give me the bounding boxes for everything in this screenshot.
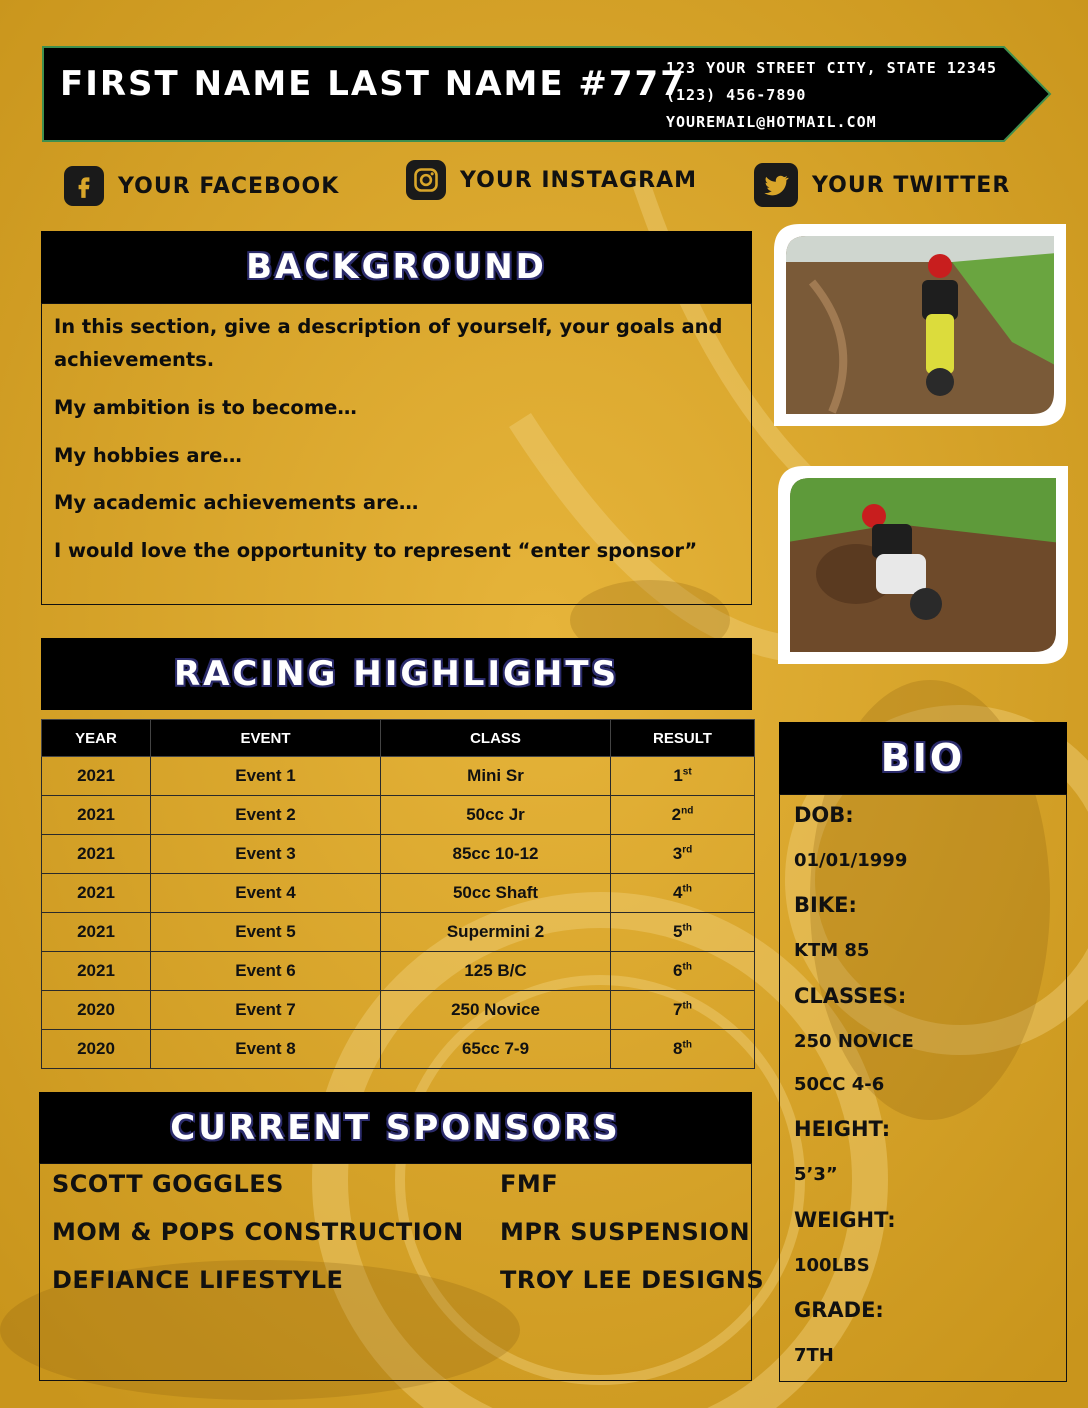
cell-class: 50cc Jr bbox=[381, 796, 611, 835]
instagram-label: YOUR INSTAGRAM bbox=[460, 167, 697, 193]
cell-year: 2021 bbox=[42, 757, 151, 796]
sponsor-item: FMF bbox=[500, 1170, 559, 1198]
result-suffix: th bbox=[682, 1039, 692, 1051]
column-header-class: CLASS bbox=[381, 720, 611, 757]
background-paragraph: In this section, give a description of yourself, your goals and achievements. bbox=[54, 315, 723, 371]
header-banner bbox=[42, 46, 1052, 142]
cell-event: Event 8 bbox=[151, 1030, 381, 1069]
background-paragraph: My ambition is to become… bbox=[54, 396, 357, 419]
table-row bbox=[42, 796, 755, 835]
cell-class: 50cc Shaft bbox=[381, 874, 611, 913]
cell-event: Event 2 bbox=[151, 796, 381, 835]
result-suffix: th bbox=[682, 922, 692, 934]
bio-label-weight: WEIGHT: bbox=[794, 1208, 896, 1232]
racing-highlights-title: RACING HIGHLIGHTS bbox=[41, 638, 752, 710]
result-number: 5 bbox=[673, 922, 683, 941]
background-title: BACKGROUND bbox=[41, 231, 752, 303]
cell-event: Event 1 bbox=[151, 757, 381, 796]
cell-class: 65cc 7-9 bbox=[381, 1030, 611, 1069]
cell-result bbox=[611, 796, 755, 835]
result-suffix: rd bbox=[682, 844, 693, 856]
table-row bbox=[42, 757, 755, 796]
table-row bbox=[42, 1030, 755, 1069]
sponsor-item: MPR SUSPENSION bbox=[500, 1218, 751, 1246]
bio-value-class: 250 NOVICE bbox=[794, 1031, 914, 1052]
sponsor-item: SCOTT GOGGLES bbox=[52, 1170, 284, 1198]
cell-event: Event 4 bbox=[151, 874, 381, 913]
background-box bbox=[41, 303, 752, 605]
cell-result bbox=[611, 757, 755, 796]
cell-event: Event 3 bbox=[151, 835, 381, 874]
cell-class: Mini Sr bbox=[381, 757, 611, 796]
instagram-icon bbox=[406, 160, 446, 200]
column-header-event: EVENT bbox=[151, 720, 381, 757]
result-number: 6 bbox=[673, 961, 683, 980]
twitter-label: YOUR TWITTER bbox=[812, 172, 1011, 198]
cell-result bbox=[611, 991, 755, 1030]
contact-email: YOUREMAIL@HOTMAIL.COM bbox=[666, 113, 877, 131]
cell-class: Supermini 2 bbox=[381, 913, 611, 952]
cell-event: Event 7 bbox=[151, 991, 381, 1030]
rider-photo-2 bbox=[776, 464, 1070, 666]
table-row bbox=[42, 913, 755, 952]
cell-year: 2021 bbox=[42, 835, 151, 874]
result-number: 8 bbox=[673, 1039, 683, 1058]
bio-box bbox=[779, 794, 1067, 1382]
contact-address: 123 YOUR STREET CITY, STATE 12345 bbox=[666, 59, 998, 77]
sponsors-box bbox=[39, 1163, 765, 1381]
table-row bbox=[42, 835, 755, 874]
rider-photo-1 bbox=[772, 222, 1068, 428]
racing-highlights-table bbox=[41, 719, 755, 1069]
cell-result bbox=[611, 1030, 755, 1069]
bio-value-height: 5’3” bbox=[794, 1164, 838, 1185]
column-header-year: YEAR bbox=[42, 720, 151, 757]
result-number: 1 bbox=[673, 766, 683, 785]
bio-label-height: HEIGHT: bbox=[794, 1117, 891, 1141]
cell-event: Event 5 bbox=[151, 913, 381, 952]
facebook-icon bbox=[64, 166, 104, 206]
result-number: 4 bbox=[673, 883, 683, 902]
result-number: 3 bbox=[672, 844, 683, 863]
cell-year: 2020 bbox=[42, 991, 151, 1030]
column-header-result: RESULT bbox=[611, 720, 755, 757]
bio-label-dob: DOB: bbox=[794, 803, 854, 827]
cell-year: 2021 bbox=[42, 796, 151, 835]
background-paragraph: My academic achievements are… bbox=[54, 491, 419, 514]
cell-class: 125 B/C bbox=[381, 952, 611, 991]
bio-value-dob: 01/01/1999 bbox=[794, 850, 908, 871]
facebook-label: YOUR FACEBOOK bbox=[118, 173, 340, 199]
table-row bbox=[42, 952, 755, 991]
bio-title: BIO bbox=[779, 722, 1067, 794]
cell-result bbox=[611, 952, 755, 991]
rider-name: FIRST NAME LAST NAME #777 bbox=[60, 64, 686, 104]
result-suffix: th bbox=[682, 961, 692, 973]
background-paragraph: My hobbies are… bbox=[54, 444, 242, 467]
result-suffix: st bbox=[682, 766, 692, 778]
cell-year: 2021 bbox=[42, 913, 151, 952]
cell-year: 2021 bbox=[42, 952, 151, 991]
bio-value-weight: 100LBS bbox=[794, 1255, 870, 1276]
table-row bbox=[42, 991, 755, 1030]
cell-result bbox=[611, 913, 755, 952]
cell-class: 85cc 10-12 bbox=[381, 835, 611, 874]
cell-event: Event 6 bbox=[151, 952, 381, 991]
bio-value-grade: 7TH bbox=[794, 1345, 834, 1366]
social-twitter[interactable] bbox=[754, 163, 1010, 207]
result-suffix: th bbox=[682, 883, 692, 895]
result-number: 2 bbox=[671, 805, 682, 824]
sponsor-item: DEFIANCE LIFESTYLE bbox=[52, 1266, 344, 1294]
result-suffix: nd bbox=[681, 805, 694, 817]
table-row bbox=[42, 874, 755, 913]
bio-value-class: 50CC 4-6 bbox=[794, 1074, 885, 1095]
cell-year: 2021 bbox=[42, 874, 151, 913]
background-paragraph: I would love the opportunity to represent “enter sponsor” bbox=[54, 539, 698, 562]
bio-label-bike: BIKE: bbox=[794, 893, 857, 917]
cell-year: 2020 bbox=[42, 1030, 151, 1069]
sponsor-item: MOM & POPS CONSTRUCTION bbox=[52, 1218, 464, 1246]
contact-phone: (123) 456-7890 bbox=[666, 86, 807, 104]
result-number: 7 bbox=[673, 1000, 683, 1019]
table-header-row bbox=[42, 720, 755, 757]
cell-result bbox=[611, 835, 755, 874]
cell-class: 250 Novice bbox=[381, 991, 611, 1030]
social-instagram[interactable] bbox=[406, 160, 697, 200]
twitter-icon bbox=[754, 163, 798, 207]
result-suffix: th bbox=[682, 1000, 692, 1012]
sponsor-item: TROY LEE DESIGNS bbox=[500, 1266, 765, 1294]
bio-label-grade: GRADE: bbox=[794, 1298, 884, 1322]
current-sponsors-title: CURRENT SPONSORS bbox=[39, 1092, 752, 1163]
bio-label-classes: CLASSES: bbox=[794, 984, 907, 1008]
social-facebook[interactable] bbox=[64, 166, 339, 206]
bio-value-bike: KTM 85 bbox=[794, 940, 870, 961]
cell-result bbox=[611, 874, 755, 913]
